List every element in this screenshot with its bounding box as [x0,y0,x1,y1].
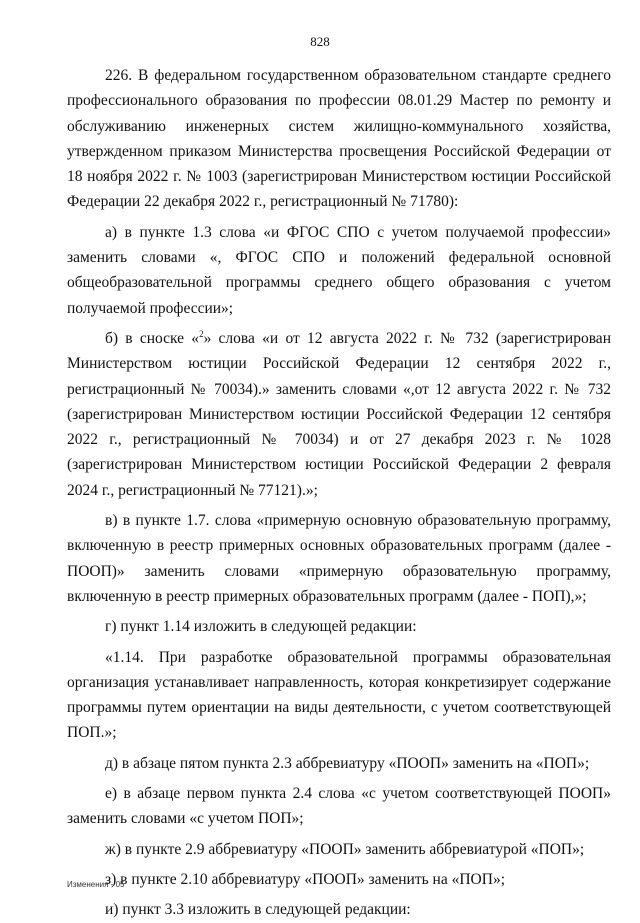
paragraph-226: 226. В федеральном государственном образовательном стандарте среднего профессионального образования по профессии 08.01.29 Мастер по ремонту и обслуживанию инженерных систем жилищно-коммунального хозяйства, утвержденном приказом Министерства просвещения Российской Федерации от 18 ноября 2022 г. № 1003 (зарегистрирован Министерством юстиции Российской Федерации 22 декабря 2022 г., регистрационный № 71780): [67,67,611,211]
paragraph-item-b [67,326,611,503]
paragraph-item-i: и) пункт 3.3 изложить в следующей редакции: [105,901,411,919]
paragraph-item-zh: ж) в пункте 2.9 аббревиатуру «ПООП» заменить аббревиатурой «ПОП»; [105,840,585,858]
paragraph-item-a: а) в пункте 1.3 слова «и ФГОС СПО с учетом получаемой профессии» заменить словами «, ФГОС СПО и положений федеральной основной общеобразовательной программы среднего общего образования с учетом получаемой профессии»; [67,223,611,317]
paragraph-item-b-text-before: б) в сноске « [105,329,200,347]
paragraph-item-v: в) в пункте 1.7. слова «примерную основную образовательную программу, включенную в реестр примерных основных образовательных программ (далее - ПООП)» заменить словами «примерную образовательную программу, включенную в реестр примерных образовательных программ (далее - ПОП),»; [67,512,611,605]
paragraph-item-d: д) в абзаце пятом пункта 2.3 аббревиатуру «ПООП» заменить на «ПОП»; [105,754,590,772]
paragraph-item-z: з) в пункте 2.10 аббревиатуру «ПООП» заменить на «ПОП»; [105,870,505,888]
footnote-reference: 2 [199,328,204,339]
paragraph-item-b-text-after: » слова «и от 12 августа 2022 г. № 732 (зарегистрирован Министерством юстиции Российской Федерации 12 сентября 2022 г., регистрационный № 70034).» заменить словами «,от 12 августа 2022 г. № 732 (зарегистрирован Министерством юстиции Российской Федерации 12 сентября 2022 г., регистрационный № 70034) и от 27 декабря 2023 г. № 1028 (зарегистрирован Министерством юстиции Российской Федерации 2 февраля 2024 г., регистрационный № 77121).»; [67,329,611,499]
paragraph-quote-1-14: «1.14. При разработке образовательной программы образовательная организация устанавливает направленность, которая конкретизирует содержание программы путем ориентации на виды деятельности, с учетом соответствующей ПОП.»; [67,648,611,742]
document-body [67,63,611,923]
paragraph-item-e: е) в абзаце первом пункта 2.4 слова «с учетом соответствующей ПООП» заменить словами «с учетом ПОП»; [67,785,611,828]
footer-note: Изменения - 05 [67,880,125,889]
page-number: 828 [310,34,330,49]
paragraph-item-g: г) пункт 1.14 изложить в следующей редакции: [105,618,417,636]
